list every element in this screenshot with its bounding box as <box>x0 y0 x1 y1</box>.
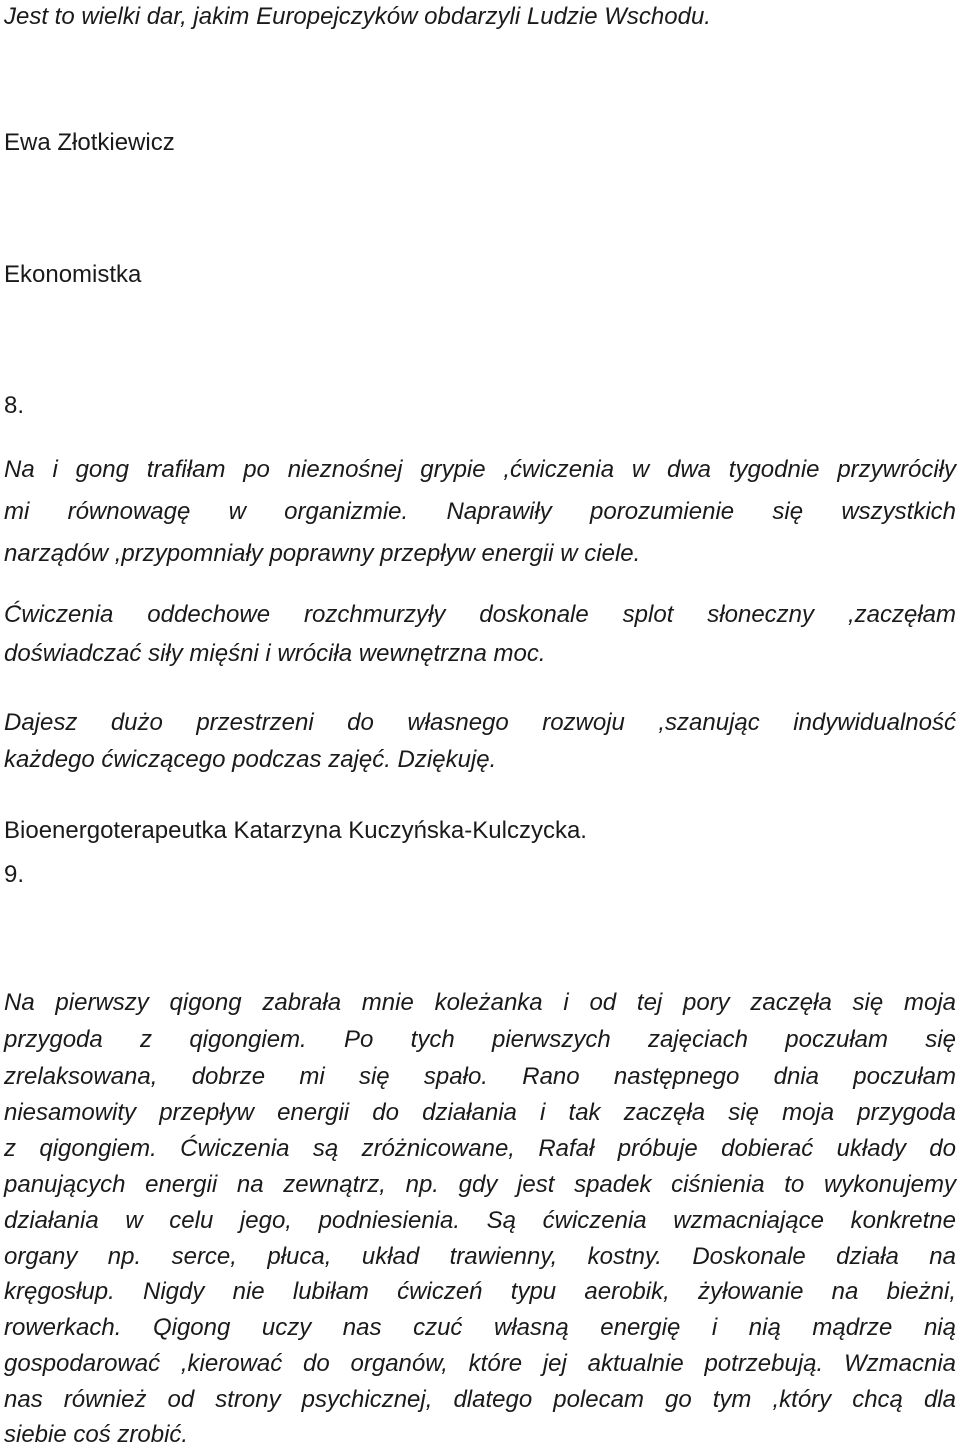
paragraph-line: zrelaksowana, dobrze mi się spało. Rano następnego dnia poczułam <box>4 1063 956 1090</box>
intro-line: Jest to wielki dar, jakim Europejczyków obdarzyli Ludzie Wschodu. <box>4 3 711 30</box>
paragraph-line: panujących energii na zewnątrz, np. gdy jest spadek ciśnienia to wykonujemy <box>4 1171 956 1198</box>
section-number-9: 9. <box>4 861 25 888</box>
paragraph-line: gospodarować ,kierować do organów, które jej aktualnie potrzebują. Wzmacnia <box>4 1350 956 1377</box>
author-name: Ewa Złotkiewicz <box>4 129 175 156</box>
paragraph-line: rowerkach. Qigong uczy nas czuć własną energię i nią mądrze nią <box>4 1314 956 1341</box>
paragraph-line: działania w celu jego, podniesienia. Są ćwiczenia wzmacniające konkretne <box>4 1207 956 1234</box>
paragraph-line: organy np. serce, płuca, układ trawienny, kostny. Doskonale działa na <box>4 1243 956 1270</box>
paragraph-line: Na i gong trafiłam po nieznośnej grypie ,ćwiczenia w dwa tygodnie przywróciły <box>4 456 956 483</box>
paragraph-line: niesamowity przepływ energii do działania i tak zaczęła się moja przygoda <box>4 1099 956 1126</box>
paragraph-line: Dajesz dużo przestrzeni do własnego rozwoju ,szanując indywidualność <box>4 709 956 736</box>
paragraph-line: Ćwiczenia oddechowe rozchmurzyły doskonale splot słoneczny ,zaczęłam <box>4 601 956 628</box>
paragraph-line: doświadczać siły mięśni i wróciła wewnętrzna moc. <box>4 640 546 667</box>
paragraph-line: nas również od strony psychicznej, dlatego polecam go tym ,który chcą dla <box>4 1386 956 1413</box>
paragraph-line: mi równowagę w organizmie. Naprawiły porozumienie się wszystkich <box>4 498 956 525</box>
paragraph-line: siebie coś zrobić. <box>4 1421 189 1448</box>
paragraph-line: przygoda z qigongiem. Po tych pierwszych zajęciach poczułam się <box>4 1026 956 1053</box>
paragraph-line: narządów ,przypomniały poprawny przepływ energii w ciele. <box>4 540 641 567</box>
paragraph-line: kręgosłup. Nigdy nie lubiłam ćwiczeń typu aerobik, żyłowanie na bieżni, <box>4 1278 956 1305</box>
paragraph-line: każdego ćwiczącego podczas zajęć. Dziękuję. <box>4 746 497 773</box>
signature: Bioenergoterapeutka Katarzyna Kuczyńska-Kulczycka. <box>4 817 587 844</box>
author-role: Ekonomistka <box>4 261 142 288</box>
paragraph-line: z qigongiem. Ćwiczenia są zróżnicowane, Rafał próbuje dobierać układy do <box>4 1135 956 1162</box>
paragraph-line: Na pierwszy qigong zabrała mnie koleżanka i od tej pory zaczęła się moja <box>4 989 956 1016</box>
section-number-8: 8. <box>4 392 25 419</box>
